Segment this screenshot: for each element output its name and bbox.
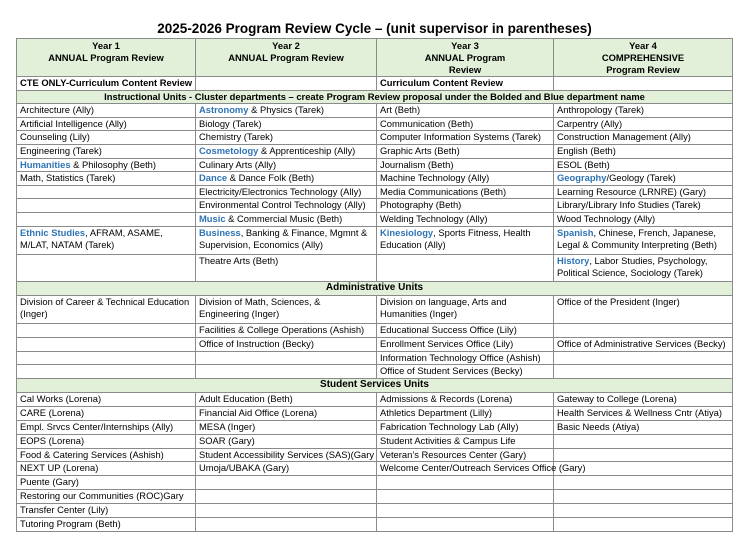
unit-text: , Sports Fitness, Health Education (Ally) [380, 226, 531, 251]
administrative-unit-cell [196, 337, 377, 351]
instructional-unit-cell [196, 158, 377, 172]
header-line: Year 3 [451, 40, 479, 51]
header-line: COMPREHENSIVE [601, 52, 685, 63]
instructional-unit-cell [17, 212, 196, 226]
instructional-unit-row [17, 144, 733, 158]
instructional-unit-cell [554, 144, 733, 158]
curriculum-review-cell: Curriculum Content Review [377, 77, 554, 91]
unit-text: Art (Beth) [380, 104, 421, 116]
unit-text: Adult Education (Beth) [199, 392, 293, 404]
unit-text: Learning Resource (LRNRE) (Gary) [557, 185, 707, 197]
unit-text: Architecture (Ally) [20, 104, 94, 116]
instructional-unit-cell [377, 158, 554, 172]
unit-text: Wood Technology (Ally) [557, 212, 656, 224]
instructional-unit-cell [554, 131, 733, 145]
student-services-unit-cell [17, 476, 196, 490]
student-services-unit-cell [554, 434, 733, 448]
student-services-unit-cell [554, 420, 733, 434]
administrative-unit-cell [377, 365, 554, 379]
administrative-units-band-label: Administrative Units [17, 281, 733, 295]
instructional-unit-row [17, 104, 733, 118]
instructional-unit-row [17, 254, 733, 281]
header-line: ANNUAL Program Review [48, 52, 164, 63]
student-services-unit-cell [17, 392, 196, 406]
unit-text: & Commercial Music (Beth) [225, 212, 343, 224]
unit-text: ESOL (Beth) [557, 158, 610, 170]
instructional-unit-cell [554, 199, 733, 213]
unit-text: Athletics Department (Lilly) [380, 406, 493, 418]
student-services-unit-row [17, 518, 733, 532]
year-header-row [17, 39, 733, 77]
instructional-unit-cell [554, 158, 733, 172]
lead-department-name: Geography [557, 172, 607, 184]
instructional-unit-row [17, 199, 733, 213]
student-services-unit-row [17, 504, 733, 518]
unit-text: Anthropology (Tarek) [557, 104, 645, 116]
unit-text: Food & Catering Services (Ashish) [20, 448, 164, 460]
student-services-unit-cell [17, 406, 196, 420]
student-services-unit-cell [196, 392, 377, 406]
unit-text: Counseling (Lily) [20, 131, 90, 143]
student-services-unit-cell [17, 434, 196, 448]
lead-department-name: Dance [199, 172, 228, 184]
unit-text: Basic Needs (Atiya) [557, 420, 640, 432]
page-title: 2025-2026 Program Review Cycle – (unit supervisor in parentheses) [157, 21, 592, 36]
administrative-units-band [17, 281, 733, 295]
year-header-cell [196, 39, 377, 77]
unit-text: Culinary Arts (Ally) [199, 158, 277, 170]
header-line: Program Review [606, 64, 680, 75]
student-services-unit-row [17, 420, 733, 434]
instructional-unit-row [17, 212, 733, 226]
unit-text: Artificial Intelligence (Ally) [20, 117, 127, 129]
instructional-unit-cell [196, 226, 377, 254]
unit-text: Engineering (Tarek) [20, 144, 102, 156]
student-services-unit-cell [17, 448, 196, 462]
student-services-unit-row [17, 392, 733, 406]
instructional-unit-cell [377, 131, 554, 145]
unit-text: Transfer Center (Lily) [20, 504, 109, 516]
instructional-unit-cell [17, 144, 196, 158]
unit-text: Carpentry (Ally) [557, 117, 623, 129]
instructional-unit-row [17, 117, 733, 131]
unit-text: & Apprenticeship (Ally) [258, 144, 356, 156]
unit-text: Electricity/Electronics Technology (Ally) [199, 185, 362, 197]
instructional-unit-cell [17, 117, 196, 131]
instructional-unit-cell [377, 254, 554, 281]
lead-department-name: Kinesiology [380, 226, 434, 238]
instructional-unit-cell [554, 254, 733, 281]
student-services-unit-cell [17, 490, 196, 504]
administrative-unit-cell [17, 295, 196, 323]
student-services-unit-cell [377, 434, 554, 448]
unit-text: Facilities & College Operations (Ashish) [199, 323, 365, 335]
unit-text: & Physics (Tarek) [248, 104, 325, 116]
instructional-unit-cell [196, 185, 377, 199]
unit-text: Admissions & Records (Lorena) [380, 392, 513, 404]
unit-text: Division on language, Arts and Humanities (Inger) [380, 295, 507, 320]
instructional-unit-cell [17, 172, 196, 186]
student-services-unit-cell [377, 462, 586, 476]
unit-text: Student Accessibility Services (SAS)(Gary [199, 448, 375, 460]
unit-text: NEXT UP (Lorena) [20, 462, 99, 474]
lead-department-name: Astronomy [199, 104, 249, 116]
unit-text: Office of Student Services (Becky) [380, 365, 523, 377]
instructional-unit-cell [196, 212, 377, 226]
administrative-unit-cell [196, 351, 377, 365]
lead-department-name: Music [199, 212, 226, 224]
unit-text: Office of Instruction (Becky) [199, 337, 314, 349]
student-services-unit-cell [377, 518, 554, 532]
instructional-unit-cell [17, 104, 196, 118]
student-services-unit-row [17, 462, 733, 476]
unit-text: Information Technology Office (Ashish) [380, 351, 541, 363]
student-services-unit-cell [196, 448, 377, 462]
unit-text: Puente (Gary) [20, 476, 79, 488]
instructional-unit-cell [377, 212, 554, 226]
curriculum-review-row [17, 77, 733, 91]
student-services-unit-cell [196, 406, 377, 420]
instructional-unit-row [17, 226, 733, 254]
unit-text: Environmental Control Technology (Ally) [199, 199, 366, 211]
student-services-unit-row [17, 490, 733, 504]
curriculum-review-cell [554, 77, 733, 91]
unit-text: , AFRAM, ASAME, M/LAT, NATAM (Tarek) [20, 226, 163, 251]
administrative-unit-cell [17, 365, 196, 379]
unit-text: Tutoring Program (Beth) [20, 518, 121, 530]
year-header-cell [554, 39, 733, 77]
administrative-unit-cell [554, 337, 733, 351]
year-header-cell [377, 39, 554, 77]
student-services-unit-cell [196, 504, 377, 518]
header-line: ANNUAL Program Review [228, 52, 344, 63]
student-services-unit-cell [17, 420, 196, 434]
lead-department-name: Humanities [20, 158, 71, 170]
unit-text: MESA (Inger) [199, 420, 256, 432]
instructional-unit-cell [554, 172, 733, 186]
unit-text: Health Services & Wellness Cntr (Atiya) [557, 406, 722, 418]
program-review-table [16, 38, 733, 532]
administrative-unit-row [17, 323, 733, 337]
instructional-unit-cell [554, 226, 733, 254]
unit-text: Restoring our Communities (ROC)Gary [20, 490, 184, 502]
student-services-units-band-label: Student Services Units [17, 378, 733, 392]
student-services-unit-cell [554, 518, 733, 532]
student-services-unit-cell [377, 420, 554, 434]
administrative-unit-cell [196, 323, 377, 337]
instructional-unit-cell [17, 254, 196, 281]
instructional-unit-cell [17, 226, 196, 254]
administrative-unit-cell [554, 323, 733, 337]
unit-text: Gateway to College (Lorena) [557, 392, 677, 404]
instructional-unit-cell [554, 117, 733, 131]
unit-text: Umoja/UBAKA (Gary) [199, 462, 290, 474]
student-services-unit-row [17, 434, 733, 448]
unit-text: Division of Math, Sciences, & Engineering (Inger) [199, 295, 321, 320]
unit-text: , Banking & Finance, Mgmnt & Supervision, Economics (Ally) [199, 226, 368, 251]
student-services-units-band [17, 378, 733, 392]
student-services-unit-cell [377, 504, 554, 518]
student-services-unit-row [17, 406, 733, 420]
instructional-unit-cell [196, 199, 377, 213]
unit-text: Office of Administrative Services (Becky) [557, 337, 726, 349]
instructional-unit-cell [377, 117, 554, 131]
lead-department-name: Cosmetology [199, 144, 259, 156]
administrative-unit-cell [377, 295, 554, 323]
instructional-unit-cell [377, 144, 554, 158]
student-services-unit-cell [196, 434, 377, 448]
header-line: Year 2 [272, 40, 300, 51]
unit-text: Enrollment Services Office (Lily) [380, 337, 514, 349]
lead-department-name: Business [199, 226, 241, 238]
header-line: ANNUAL Program [424, 52, 506, 63]
unit-text: Theatre Arts (Beth) [199, 254, 279, 266]
student-services-unit-cell [196, 462, 377, 476]
administrative-unit-cell [17, 337, 196, 351]
unit-text: Chemistry (Tarek) [199, 131, 273, 143]
student-services-unit-cell [17, 462, 196, 476]
lead-department-name: Ethnic Studies [20, 226, 86, 238]
year-header-cell [17, 39, 196, 77]
unit-text: Biology (Tarek) [199, 117, 262, 129]
unit-text: Division of Career & Technical Education (Inger) [20, 295, 190, 320]
student-services-unit-cell [17, 518, 196, 532]
header-line: Review [448, 64, 482, 75]
unit-text: Veteran’s Resources Center (Gary) [380, 448, 527, 460]
administrative-unit-cell [196, 365, 377, 379]
administrative-unit-cell [377, 351, 554, 365]
unit-text: Photography (Beth) [380, 199, 462, 211]
lead-department-name: Spanish [557, 226, 594, 238]
student-services-unit-cell [377, 406, 554, 420]
unit-text: Welding Technology (Ally) [380, 212, 488, 224]
unit-text: Communication (Beth) [380, 117, 474, 129]
student-services-unit-row [17, 448, 733, 462]
instructional-unit-cell [377, 199, 554, 213]
unit-text: Empl. Srvcs Center/Internships (Ally) [20, 420, 174, 432]
student-services-unit-cell [196, 420, 377, 434]
instructional-units-band [17, 90, 733, 104]
instructional-unit-row [17, 172, 733, 186]
unit-text: Office of the President (Inger) [557, 295, 680, 307]
unit-text: Welcome Center/Outreach Services Office (Gary) [380, 462, 586, 474]
administrative-unit-cell [17, 323, 196, 337]
unit-text: SOAR (Gary) [199, 434, 255, 446]
header-line: Year 4 [629, 40, 657, 51]
instructional-units-band-label: Instructional Units - Cluster departments – create Program Review proposal under the Bolded and Blue department name [17, 90, 733, 104]
instructional-unit-cell [377, 104, 554, 118]
instructional-unit-cell [17, 158, 196, 172]
unit-text: Journalism (Beth) [380, 158, 454, 170]
student-services-unit-cell [196, 476, 377, 490]
instructional-unit-cell [196, 104, 377, 118]
curriculum-review-cell [196, 77, 377, 91]
unit-text: Construction Management (Ally) [557, 131, 691, 143]
administrative-unit-cell [17, 351, 196, 365]
unit-text: Machine Technology (Ally) [380, 172, 490, 184]
administrative-unit-row [17, 351, 733, 365]
student-services-unit-cell [554, 406, 733, 420]
instructional-unit-row [17, 131, 733, 145]
instructional-unit-cell [196, 172, 377, 186]
instructional-unit-cell [554, 104, 733, 118]
administrative-unit-cell [377, 337, 554, 351]
instructional-unit-cell [377, 226, 554, 254]
unit-text: Educational Success Office (Lily) [380, 323, 517, 335]
curriculum-review-cell: CTE ONLY-Curriculum Content Review [17, 77, 196, 91]
student-services-unit-cell [17, 504, 196, 518]
student-services-unit-cell [554, 392, 733, 406]
unit-text: Media Communications (Beth) [380, 185, 507, 197]
administrative-unit-cell [554, 365, 733, 379]
unit-text: /Geology (Tarek) [606, 172, 676, 184]
instructional-unit-cell [377, 172, 554, 186]
unit-text: Math, Statistics (Tarek) [20, 172, 116, 184]
instructional-unit-row [17, 185, 733, 199]
header-line: Year 1 [92, 40, 120, 51]
student-services-unit-cell [377, 476, 554, 490]
student-services-unit-cell [554, 448, 733, 462]
student-services-unit-cell [554, 476, 733, 490]
instructional-unit-cell [554, 185, 733, 199]
student-services-unit-cell [377, 448, 554, 462]
administrative-unit-row [17, 337, 733, 351]
instructional-unit-cell [17, 131, 196, 145]
instructional-unit-cell [554, 212, 733, 226]
unit-text: Student Activities & Campus Life [380, 434, 516, 446]
student-services-unit-cell [377, 392, 554, 406]
administrative-unit-row [17, 295, 733, 323]
administrative-unit-cell [377, 323, 554, 337]
lead-department-name: History [557, 254, 590, 266]
administrative-unit-cell [554, 351, 733, 365]
unit-text: , Labor Studies, Psychology, Political Science, Sociology (Tarek) [557, 254, 708, 279]
instructional-unit-cell [377, 185, 554, 199]
unit-text: English (Beth) [557, 144, 616, 156]
administrative-unit-cell [554, 295, 733, 323]
student-services-unit-row [17, 476, 733, 490]
instructional-unit-cell [196, 117, 377, 131]
unit-text: Library/Library Info Studies (Tarek) [557, 199, 701, 211]
unit-text: Financial Aid Office (Lorena) [199, 406, 318, 418]
unit-text: Fabrication Technology Lab (Ally) [380, 420, 519, 432]
unit-text: Computer Information Systems (Tarek) [380, 131, 541, 143]
instructional-unit-cell [17, 185, 196, 199]
unit-text: , Chinese, French, Japanese, Legal & Community Interpreting (Beth) [557, 226, 717, 251]
instructional-unit-row [17, 158, 733, 172]
student-services-unit-cell [377, 490, 554, 504]
administrative-unit-cell [196, 295, 377, 323]
student-services-unit-cell [554, 490, 733, 504]
unit-text: & Dance Folk (Beth) [227, 172, 315, 184]
student-services-unit-cell [196, 490, 377, 504]
unit-text: Cal Works (Lorena) [20, 392, 102, 404]
student-services-unit-cell [554, 504, 733, 518]
instructional-unit-cell [196, 131, 377, 145]
instructional-unit-cell [17, 199, 196, 213]
administrative-unit-row [17, 365, 733, 379]
unit-text: CARE (Lorena) [20, 406, 85, 418]
instructional-unit-cell [196, 254, 377, 281]
unit-text: Graphic Arts (Beth) [380, 144, 460, 156]
instructional-unit-cell [196, 144, 377, 158]
unit-text: EOPS (Lorena) [20, 434, 85, 446]
student-services-unit-cell [196, 518, 377, 532]
unit-text: & Philosophy (Beth) [70, 158, 157, 170]
